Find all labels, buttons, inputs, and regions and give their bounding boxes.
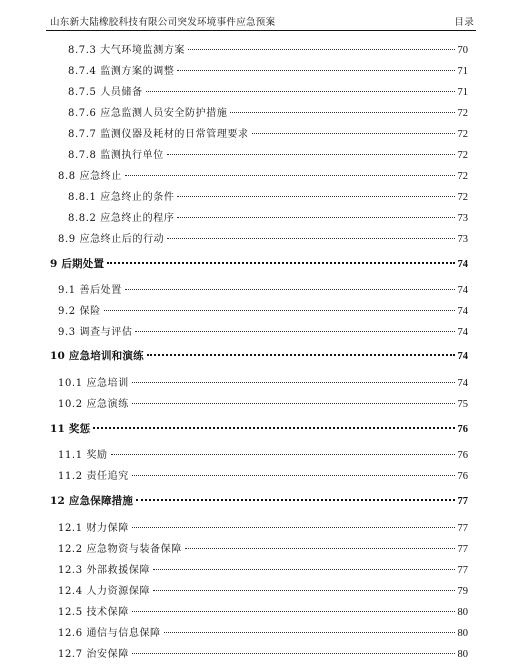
toc-entry-label: 9.2 保险 <box>58 306 101 317</box>
toc-entry[interactable] <box>68 188 468 202</box>
toc-entry[interactable] <box>68 62 468 76</box>
toc-entry-page-number: 80 <box>457 607 468 618</box>
toc-entry[interactable] <box>58 561 468 575</box>
dot-leader <box>132 475 455 476</box>
toc-entry[interactable] <box>68 146 468 160</box>
toc-entry-label: 12.1 财力保障 <box>58 523 129 534</box>
toc-entry[interactable] <box>58 374 468 388</box>
dot-leader <box>136 499 454 501</box>
section-label: 目录 <box>454 17 474 28</box>
toc-entry[interactable] <box>58 167 468 181</box>
toc-entry-page-number: 74 <box>457 259 468 270</box>
dot-leader <box>93 427 454 429</box>
toc-entry[interactable] <box>58 230 468 244</box>
toc-entry-page-number: 70 <box>457 45 468 56</box>
toc-entry-page-number: 73 <box>457 213 468 224</box>
toc-entry-label: 12.3 外部救援保障 <box>58 565 151 576</box>
toc-entry-page-number: 72 <box>457 171 468 182</box>
toc-entry-page-number: 76 <box>457 450 468 461</box>
dot-leader <box>164 632 455 633</box>
toc-entry[interactable] <box>50 256 468 270</box>
toc-entry-page-number: 74 <box>457 327 468 338</box>
toc-entry[interactable] <box>68 104 468 118</box>
toc-entry-label: 11 奖惩 <box>50 423 91 435</box>
dot-leader <box>132 403 455 404</box>
dot-leader <box>153 590 454 591</box>
toc-entry-page-number: 74 <box>457 351 468 362</box>
toc-entry[interactable] <box>58 323 468 337</box>
toc-entry-label: 8.7.7 监测仪器及耗材的日常管理要求 <box>68 129 249 140</box>
header-divider <box>46 30 476 31</box>
dot-leader <box>125 175 455 176</box>
toc-entry-label: 8.9 应急终止后的行动 <box>58 234 165 245</box>
toc-entry-page-number: 80 <box>457 649 468 660</box>
toc-entry-label: 8.7.6 应急监测人员安全防护措施 <box>68 108 228 119</box>
dot-leader <box>132 527 455 528</box>
toc-entry-label: 8.8.1 应急终止的条件 <box>68 192 175 203</box>
toc-entry-label: 8.8.2 应急终止的程序 <box>68 213 175 224</box>
toc-entry[interactable] <box>58 446 468 460</box>
toc-entry[interactable] <box>50 421 468 435</box>
toc-entry-label: 12.4 人力资源保障 <box>58 586 151 597</box>
toc-entry-label: 9 后期处置 <box>50 258 105 270</box>
toc-entry-label: 12 应急保障措施 <box>50 495 134 507</box>
toc-entry-page-number: 77 <box>457 496 468 507</box>
dot-leader <box>111 454 455 455</box>
dot-leader <box>177 70 454 71</box>
toc-entry[interactable] <box>58 603 468 617</box>
toc-entry-label: 8.8 应急终止 <box>58 171 122 182</box>
toc-entry[interactable] <box>68 209 468 223</box>
dot-leader <box>132 382 455 383</box>
dot-leader <box>132 611 455 612</box>
dot-leader <box>177 217 454 218</box>
toc-entry-label: 8.7.8 监测执行单位 <box>68 150 164 161</box>
toc-entry-label: 10.2 应急演练 <box>58 399 129 410</box>
dot-leader <box>146 91 455 92</box>
toc-entry-page-number: 72 <box>457 129 468 140</box>
toc-entry-page-number: 74 <box>457 378 468 389</box>
toc-entry-page-number: 79 <box>457 586 468 597</box>
dot-leader <box>135 331 454 332</box>
dot-leader <box>177 196 454 197</box>
toc-entry[interactable] <box>58 624 468 638</box>
toc-entry-page-number: 77 <box>457 523 468 534</box>
toc-entry-page-number: 77 <box>457 565 468 576</box>
toc-entry-label: 10 应急培训和演练 <box>50 350 144 362</box>
toc-entry[interactable] <box>58 281 468 295</box>
dot-leader <box>132 653 455 654</box>
toc-entry[interactable] <box>58 302 468 316</box>
toc-entry[interactable] <box>58 519 468 533</box>
toc-entry-page-number: 75 <box>457 399 468 410</box>
toc-entry-label: 8.7.5 人员储备 <box>68 87 143 98</box>
toc-entry-page-number: 73 <box>457 234 468 245</box>
document-title: 山东新大陆橡胶科技有限公司突发环境事件应急预案 <box>50 17 276 28</box>
dot-leader <box>185 548 455 549</box>
toc-entry-page-number: 72 <box>457 108 468 119</box>
toc-entry-page-number: 80 <box>457 628 468 639</box>
dot-leader <box>230 112 454 113</box>
toc-entry-label: 12.2 应急物资与装备保障 <box>58 544 182 555</box>
toc-entry-label: 9.3 调查与评估 <box>58 327 133 338</box>
toc-entry[interactable] <box>68 41 468 55</box>
toc-entry-label: 11.1 奖励 <box>58 450 108 461</box>
toc-entry[interactable] <box>58 645 468 659</box>
toc-entry-label: 8.7.4 监测方案的调整 <box>68 66 175 77</box>
dot-leader <box>167 238 454 239</box>
toc-entry-page-number: 74 <box>457 306 468 317</box>
toc-entry-label: 12.7 治安保障 <box>58 649 129 660</box>
toc-entry-page-number: 71 <box>457 87 468 98</box>
toc-entry-page-number: 74 <box>457 285 468 296</box>
dot-leader <box>188 49 454 50</box>
toc-entry[interactable] <box>58 395 468 409</box>
dot-leader <box>104 310 455 311</box>
toc-entry-label: 12.5 技术保障 <box>58 607 129 618</box>
page-header <box>50 14 474 30</box>
dot-leader <box>147 354 455 356</box>
toc-entry[interactable] <box>68 83 468 97</box>
toc-entry[interactable] <box>68 125 468 139</box>
dot-leader <box>153 569 454 570</box>
toc-entry[interactable] <box>50 493 468 507</box>
toc-entry[interactable] <box>58 467 468 481</box>
toc-entry-label: 12.6 通信与信息保障 <box>58 628 161 639</box>
toc-entry[interactable] <box>58 540 468 554</box>
toc-entry-label: 11.2 责任追究 <box>58 471 129 482</box>
toc-entry-page-number: 72 <box>457 192 468 203</box>
toc-entry-page-number: 76 <box>457 424 468 435</box>
toc-entry-page-number: 77 <box>457 544 468 555</box>
toc-entry[interactable] <box>58 582 468 596</box>
dot-leader <box>252 133 455 134</box>
toc-entry-label: 10.1 应急培训 <box>58 378 129 389</box>
dot-leader <box>107 262 454 264</box>
toc-entry-page-number: 72 <box>457 150 468 161</box>
toc-entry-label: 8.7.3 大气环境监测方案 <box>68 45 186 56</box>
toc-entry-page-number: 71 <box>457 66 468 77</box>
dot-leader <box>167 154 455 155</box>
toc-entry-label: 9.1 善后处置 <box>58 285 122 296</box>
dot-leader <box>125 289 455 290</box>
toc-entry[interactable] <box>50 348 468 362</box>
toc-entry-page-number: 76 <box>457 471 468 482</box>
